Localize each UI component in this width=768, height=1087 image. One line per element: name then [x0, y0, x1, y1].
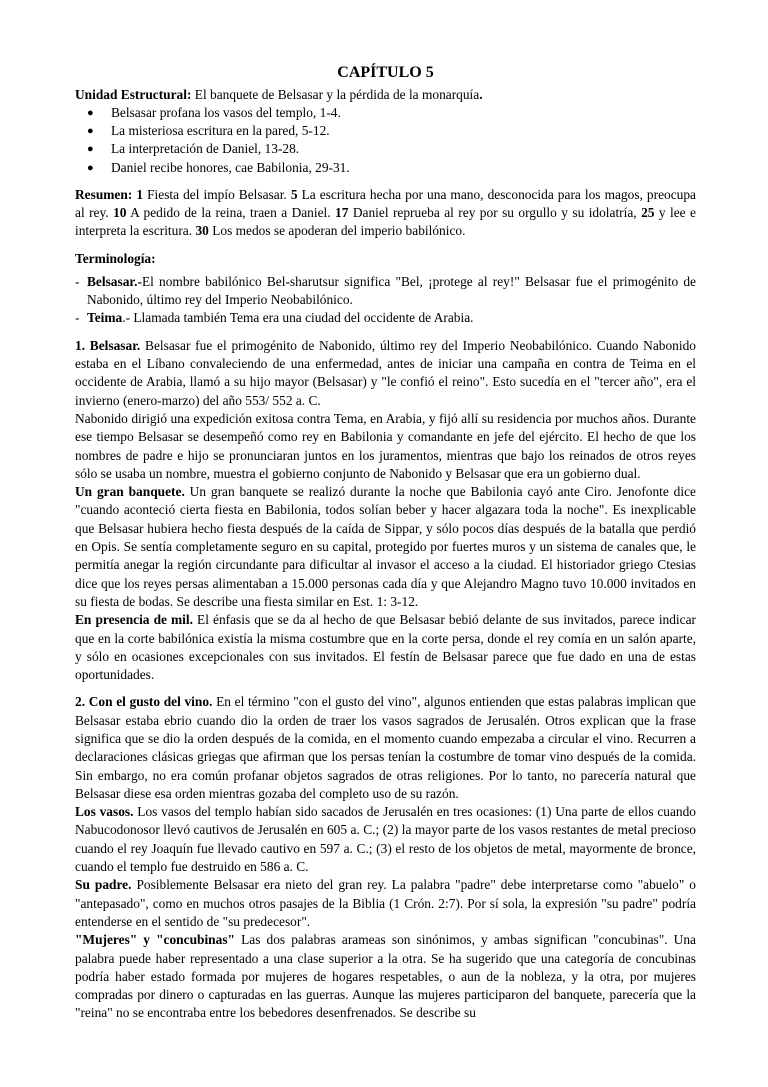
- term-name: Belsasar.-: [87, 273, 142, 289]
- document-page: [75, 56, 696, 1023]
- bullet-icon: ●: [87, 107, 94, 120]
- terminology-heading: Terminología:: [75, 250, 156, 266]
- body-paragraph: Nabonido dirigió una expedición exitosa contra Tema, en Arabia, y fijó allí su residencia por muchos años. Durante ese tiempo Belsasar se desempeñó como rey en Babilonia y comandante en jefe del ejército. El hecho de que los nombres de padre e hijo se pronunciaran juntos en los juramentos, mientras que bajo los reinados de otros reyes sólo se usaba un nombre, muestra el gobierno conjunto de Nabonido y Belsasar que era un gobierno dual.: [75, 410, 696, 481]
- outline-list: [75, 104, 696, 176]
- list-item: ● La misteriosa escritura en la pared, 5-12.: [111, 122, 696, 140]
- structural-unit-label: Unidad Estructural:: [75, 87, 192, 102]
- chapter-title: CAPÍTULO 5: [337, 64, 434, 81]
- body-paragraph: 2. Con el gusto del vino. En el término "con el gusto del vino", algunos entienden que estas palabras implican que Belsasar estaba ebrio cuando dio la orden de traer los vasos sagrados de Jerusalén. Otros explican que la frase significa que se dio la orden después de la comida, en el momento cuando empezaba a circular el vino. Recurren a declaraciones clásicas griegas que afirman que los persas tenían la costumbre de tomar vino después de la comida. Sin embargo, no era común profanar objetos sagrados de otras religiones. Por lo tanto, no parecería natural que Belsasar diese esa orden mientras gozaba del completo uso de su razón.: [75, 694, 696, 801]
- summary-label: Resumen:: [75, 186, 133, 202]
- body-paragraph: Un gran banquete. Un gran banquete se realizó durante la noche que Babilonia cayó ante Ciro. Jenofonte dice "cuando aconteció cierta fiesta en Babilonia, todos solían beber y hacer algazara toda la noche". Es inexplicable que Belsasar hubiera hecho fiesta después de la caída de Sippar, y sólo pocos días después de la batalla que perdió en Opis. Se sentía completamente seguro en su capital, protegido por fuertes muros y un sistema de canales que, le permitía anegar la región circundante para dificultar al invasor el acceso a la ciudad. El historiador griego Ctesias dice que los reyes persas alimentaban a 15.000 personas cada día y que Alejandro Magno tuvo 10.000 invitados en su fiesta de bodas. Se describe una fiesta similar en Est. 1: 3-12.: [75, 484, 696, 609]
- list-item: ● Daniel recibe honores, cae Babilonia, 29-31.: [111, 159, 696, 177]
- structural-unit-text: El banquete de Belsasar y la pérdida de la monarquía: [191, 87, 480, 102]
- body-paragraph: "Mujeres" y "concubinas" Las dos palabras arameas son sinónimos, y ambas significan "concubinas". Una palabra puede haber representado a una clase superior a la otra. Se ha sugerido que una categoría de concubinas podría haber estado formada por mujeres de hogares respetables, o aun de la nobleza, y la otra, por mujeres compradas por dinero o capturadas en las guerras. Aunque las mujeres participaron del banquete, parecería que la "reina" no se encontraba entre los bebedores desenfrenados. Se describe su: [75, 932, 696, 1021]
- list-item: ● Belsasar profana los vasos del templo, 1-4.: [111, 104, 696, 122]
- terminology-item: - Belsasar.-El nombre babilónico Bel-sharutsur significa "Bel, ¡protege al rey!" Belsasar fue el primogénito de Nabonido, último rey del Imperio Neobabilónico.: [75, 273, 696, 308]
- terminology-item: - Teima.- Llamada también Tema era una ciudad del occidente de Arabia.: [75, 310, 474, 326]
- body-paragraph: Su padre. Posiblemente Belsasar era nieto del gran rey. La palabra "padre" debe interpretarse como "abuelo" o "antepasado", como en muchos otros pasajes de la Biblia (1 Crón. 2:7). Por sí sola, la expresión "su padre" podría entenderse en el sentido de "su predecesor".: [75, 877, 696, 929]
- body-paragraph: Los vasos. Los vasos del templo habían sido sacados de Jerusalén en tres ocasiones: (1) Una parte de ellos cuando Nabucodonosor llevó cautivos de Jerusalén en 605 a. C.; (2) la mayor parte de los vasos restantes de metal precioso cuando el rey Joaquín fue llevado cautivo en 597 a. C.; (3) el resto de los objetos de metal, mayormente de bronce, cuando el templo fue destruido en 586 a. C.: [75, 804, 696, 875]
- summary-paragraph: Resumen: 1 Fiesta del impío Belsasar. 5 La escritura hecha por una mano, desconocida para los magos, preocupa al rey. 10 A pedido de la reina, traen a Daniel. 17 Daniel repruebа al rey por su orgullo y su idolatría, 25 y lee e interpreta la escritura. 30 Los medos se apoderan del imperio babilónico.: [75, 186, 696, 239]
- bullet-icon: ●: [87, 125, 94, 138]
- body-paragraph: En presencia de mil. El énfasis que se da al hecho de que Belsasar bebió delante de sus invitados, parece indicar que en la corte babilónica existía la misma costumbre que en la corte persa, donde el rey comía en un salón aparte, y sólo en ocasiones excepcionales con sus invitados. El festín de Belsasar parece que fue dado en una de estas oportunidades.: [75, 612, 696, 683]
- bullet-icon: ●: [87, 143, 94, 156]
- bullet-icon: ●: [87, 161, 94, 174]
- structural-unit: Unidad Estructural: El banquete de Belsasar y la pérdida de la monarquía.: [75, 87, 483, 102]
- term-name: Teima: [87, 310, 123, 326]
- list-item: ● La interpretación de Daniel, 13-28.: [111, 140, 696, 158]
- body-paragraph: 1. Belsasar. Belsasar fue el primogénito de Nabonido, último rey del Imperio Neobabilónico. Cuando Nabonido estaba en el Líbano convaleciendo de una enfermedad, antes de iniciar una campaña en contra de Teima en el occidente de Arabia, llamó a su hijo mayor (Belsasar) y "le confió el reino". Esto sucedía en el "tercer año", era el invierno (enero-marzo) del año 553/ 552 a. C.: [75, 337, 696, 408]
